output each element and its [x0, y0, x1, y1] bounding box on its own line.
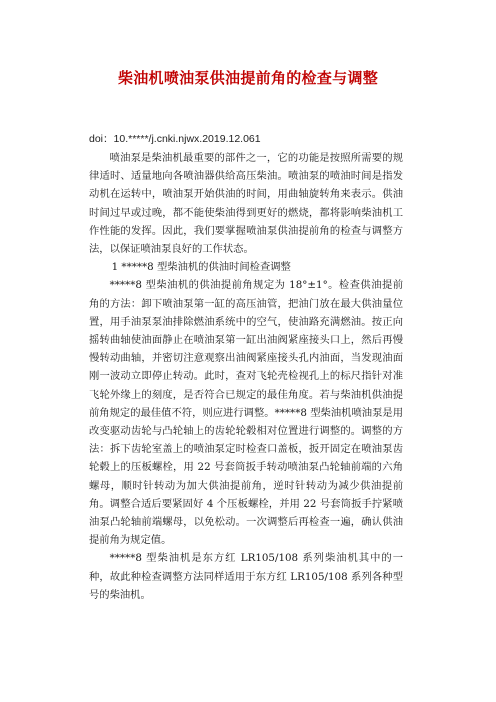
- document-body: [89, 149, 403, 604]
- intro-paragraph: 喷油泵是柴油机最重要的部件之一，它的功能是按照所需要的规律适时、适量地向各喷油器供给高压柴油。喷油泵的喷油时间是指发动机在运转中，喷油泵开始供油的时间，用曲轴旋转角来表示。供油时间过早或过晚，都不能使柴油得到更好的燃烧，都将影响柴油机工作性能的发挥。因此，我们要掌握喷油泵供油提前角的检查与调整方法，以保证喷油泵良好的工作状态。: [89, 152, 403, 256]
- method-paragraph: *****8 型柴油机的供油提前角规定为 18°±1°。检查供油提前角的方法：卸下喷油泵第一缸的高压油管，把油门放在最大供油量位置，用手油泵泵油排除燃油系统中的空气，使油路充满燃油。按正向摇转曲轴使油面静止在喷油泵第一缸出油阀紧座接头口上，然后再慢慢转动曲轴，并密切注意观察出油阀紧座接头孔内油面，当发现油面刚一波动立即停止转动。此时，查对飞轮壳检视孔上的标尺指针对准飞轮外缘上的刻度，是否符合已规定的最佳角度。若与柴油机供油提前角规定的最佳值不符，则应进行调整。*****8 型柴油机喷油泵是用改变驱动齿轮与凸轮轴上的齿轮轮毂相对位置进行调整的。调整的方法：拆下齿轮室盖上的喷油泵定时检查口盖板，扳开固定在喷油泵齿轮毂上的压板螺栓，用 22 号套筒扳手转动喷油泵凸轮轴前端的六角螺母，顺时针转动为加大供油提前角，逆时针转动为减少供油提前角。调整合适后要紧固好 4 个压板螺栓，并用 22 号套筒扳手拧紧喷油泵凸轮轴前端螺母，以免松动。一次调整后再检查一遍，确认供油提前角为规定值。: [89, 279, 403, 547]
- doi-line: doi：10.*****/j.cnki.njwx.2019.12.061: [89, 133, 261, 145]
- section-heading: 1 *****8 型柴油机的供油时间检查调整: [111, 261, 291, 274]
- document-title: 柴油机喷油泵供油提前角的检查与调整: [117, 69, 379, 87]
- applicability-paragraph: *****8 型柴油机是东方红 LR105/108 系列柴油机其中的一种，故此种检查调整方法同样适用于东方红 LR105/108 系列各种型号的柴油机。: [89, 552, 403, 601]
